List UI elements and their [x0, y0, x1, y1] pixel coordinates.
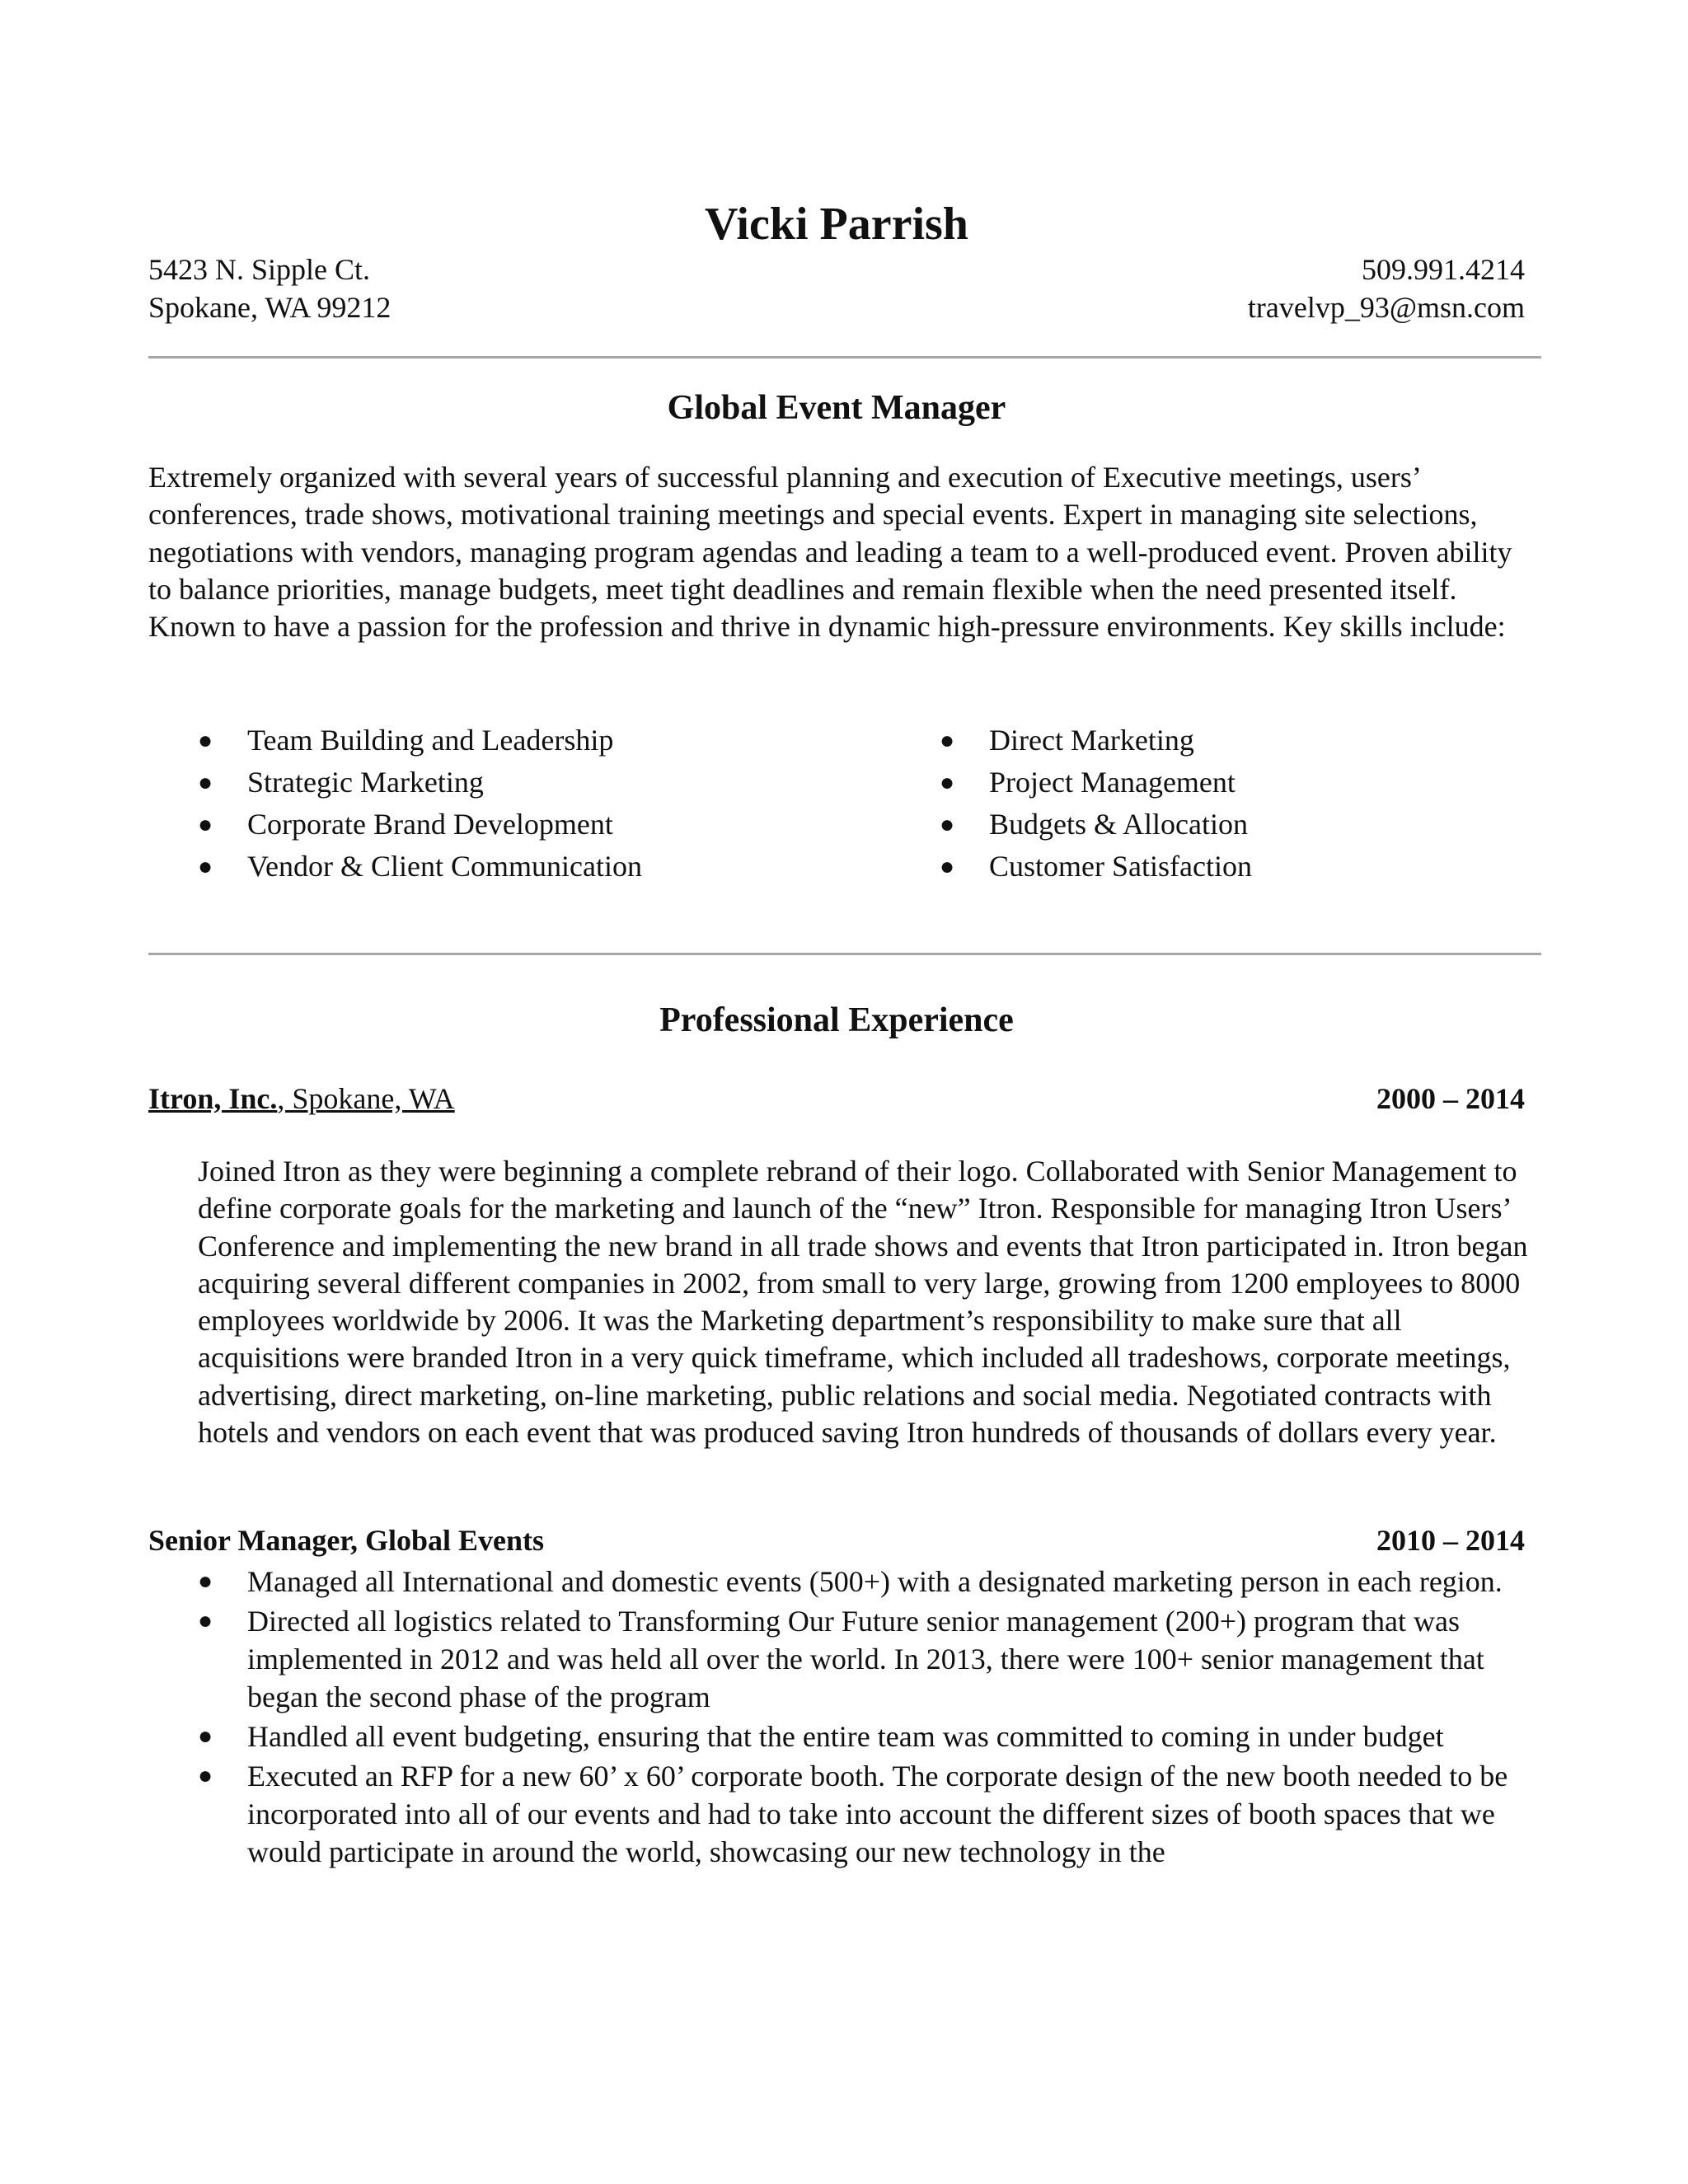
skill-item: ● Project Management — [890, 762, 1525, 804]
candidate-name: Vicki Parrish — [705, 199, 968, 250]
bullet-icon: ● — [198, 1762, 213, 1789]
phone-number: 509.991.4214 — [1362, 253, 1525, 286]
bullet-icon: ● — [940, 811, 955, 838]
bullet-icon: ● — [198, 1568, 213, 1595]
responsibility-item: ● Handled all event budgeting, ensuring that the entire team was committed to coming in under budget — [148, 1718, 1533, 1755]
responsibility-item: ● Executed an RFP for a new 60’ x 60’ corporate booth. The corporate design of the new booth needed to be incorporated into all of our events and had to take into account the different sizes of booth spaces that we would participate in around the world, showcasing our new technology in the — [148, 1757, 1533, 1871]
role-title: Senior Manager, Global Events — [148, 1524, 545, 1557]
bullet-icon: ● — [940, 769, 955, 796]
address-line-1: 5423 N. Sipple Ct. — [148, 253, 371, 286]
bullet-icon: ● — [198, 811, 213, 838]
role-header — [148, 1521, 1525, 1559]
bullet-icon: ● — [940, 853, 955, 880]
bullet-icon: ● — [198, 727, 213, 754]
role-dates: 2010 – 2014 — [1376, 1524, 1525, 1557]
company-location: , Spokane, WA — [277, 1082, 455, 1115]
profile-summary: Extremely organized with several years of successful planning and execution of Executive meetings, users’ conferences, trade shows, motivational training meetings and special events. Expert in managing site selections, negotiations with vendors, managing program agendas and leading a team to a well-produced event. Proven ability to balance priorities, manage budgets, meet tight deadlines and remain flexible when the need presented itself. Known to have a passion for the profession and thrive in dynamic high-pressure environments. Key skills include: — [148, 461, 1512, 644]
responsibilities-list — [148, 1563, 1533, 1872]
bullet-icon: ● — [198, 1607, 213, 1634]
bullet-icon: ● — [198, 1722, 213, 1750]
skill-item: ● Direct Marketing — [890, 719, 1525, 762]
skill-item: ● Strategic Marketing — [148, 762, 890, 804]
bullet-icon: ● — [940, 727, 955, 754]
skill-item: ● Corporate Brand Development — [148, 804, 890, 846]
responsibility-item: ● Managed all International and domestic events (500+) with a designated marketing person in each region. — [148, 1563, 1533, 1601]
skill-item: ● Team Building and Leadership — [148, 719, 890, 762]
skills-list-left — [148, 719, 890, 888]
address-line-2: Spokane, WA 99212 — [148, 291, 392, 324]
skills-list-right — [890, 719, 1525, 888]
header-divider — [148, 356, 1541, 359]
responsibility-item: ● Directed all logistics related to Transforming Our Future senior management (200+) program that was implemented in 2012 and was held all over the world. In 2013, there were 100+ senior management that began the second phase of the program — [148, 1602, 1533, 1716]
section-divider — [148, 953, 1541, 955]
bullet-icon: ● — [198, 769, 213, 796]
company-description: Joined Itron as they were beginning a complete rebrand of their logo. Collaborated with Senior Management to define corporate goals for the marketing and launch of the “new” Itron. Responsible for managing Itron Users’ Conference and implementing the new brand in all trade shows and events that Itron participated in. Itron began acquiring several different companies in 2002, from small to very large, growing from 1200 employees to 8000 employees worldwide by 2006. It was the Marketing department’s responsibility to make sure that all acquisitions were branded Itron in a very quick timeframe, which included all tradeshows, corporate meetings, advertising, direct marketing, on-line marketing, public relations and social media. Negotiated contracts with hotels and vendors on each event that was produced saving Itron hundreds of thousands of dollars every year. — [198, 1155, 1528, 1450]
skill-item: ● Vendor & Client Communication — [148, 846, 890, 888]
profile-title: Global Event Manager — [667, 389, 1006, 427]
company-link[interactable]: Itron, Inc. — [148, 1082, 278, 1115]
skill-item: ● Budgets & Allocation — [890, 804, 1525, 846]
email-address: travelvp_93@msn.com — [1247, 291, 1525, 324]
experience-title: Professional Experience — [659, 1001, 1014, 1039]
skill-item: ● Customer Satisfaction — [890, 846, 1525, 888]
job-header — [148, 1080, 1525, 1118]
bullet-icon: ● — [198, 853, 213, 880]
company-dates: 2000 – 2014 — [1376, 1082, 1525, 1115]
